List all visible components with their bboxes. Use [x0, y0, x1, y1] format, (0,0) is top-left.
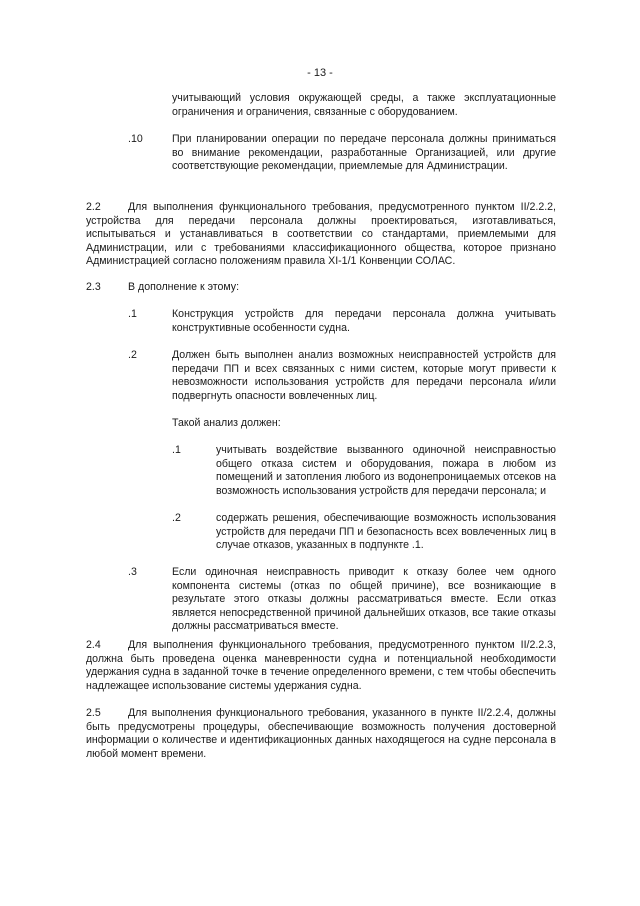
item-number-10: .10: [128, 133, 143, 145]
item-10-text: При планировании операции по передаче персонала должны приниматься во внимание рекомендации, разработанные Организацией, или другие соответствующие рекомендации, приемлемые для Администрации.: [172, 133, 556, 173]
item-number-2: .2: [128, 349, 137, 361]
continuation-text: учитывающий условия окружающей среды, а также эксплуатационные ограничения и ограничения, связанные с оборудованием.: [172, 92, 556, 118]
paragraph-2-3-text: В дополнение к этому:: [128, 281, 240, 293]
item-2-intro: Такой анализ должен:: [172, 417, 281, 429]
subitem-number-2-2: .2: [172, 512, 181, 524]
subitem-2-1-text: учитывать воздействие вызванного одиночной неисправностью общего отказа систем и оборудования, пожара в любом из помещений и затопления любого из водонепроницаемых отсеков на возможность использования устройств для передачи персонала; и: [216, 444, 556, 497]
paragraph-2-3-number: 2.3: [86, 281, 101, 293]
paragraph-2-4-number: 2.4: [86, 639, 101, 651]
subitem-number-2-1: .1: [172, 444, 181, 456]
paragraph-2-5-text: Для выполнения функционального требования, указанного в пункте II/2.2.4, должны быть предусмотрены процедуры, обеспечивающие возможность получения достоверной информации о количестве и идентификационных данных находящегося на судне персонала в любой момент времени.: [86, 707, 556, 760]
item-1-text: Конструкция устройств для передачи персонала должна учитывать конструктивные особенности судна.: [172, 308, 556, 334]
paragraph-2-4-text: Для выполнения функционального требования, предусмотренного пунктом II/2.2.3, должна быть проведена оценка маневренности судна и потенциальной необходимости удержания судна в заданной точке в течение определенного времени, с тем чтобы обеспечить надлежащее использование системы удержания судна.: [86, 639, 556, 692]
item-number-1: .1: [128, 308, 137, 320]
paragraph-2-2-text: Для выполнения функционального требования, предусмотренного пунктом II/2.2.2, устройства для передачи персонала должны проектироваться, изготавливаться, испытываться и устанавливаться в соответствии со стандартами, приемлемыми для Администрации, или с требованиями классификационного общества, которое признано Администрацией согласно положениям правила XI-1/1 Конвенции СОЛАС.: [86, 201, 556, 268]
item-number-3: .3: [128, 566, 137, 578]
paragraph-2-5-number: 2.5: [86, 707, 101, 719]
paragraph-2-5: [86, 707, 556, 761]
paragraph-2-2: [86, 201, 556, 269]
item-2-text: Должен быть выполнен анализ возможных неисправностей устройств для передачи ПП и всех связанных с ними систем, которые могут привести к невозможности использования устройств для передачи персонала и/или подвергнуть опасности вовлеченных лиц.: [172, 349, 556, 402]
page-number: - 13 -: [307, 67, 333, 79]
subitem-2-2-text: содержать решения, обеспечивающие возможность использования устройств для передачи ПП и безопасность всех вовлеченных лиц в случае отказов, указанных в подпункте .1.: [216, 512, 556, 552]
item-3-text: Если одиночная неисправность приводит к отказу более чем одного компонента системы (отказ по общей причине), все возникающие в результате этого отказы должны рассматриваться вместе. Если отказ является непосредственной причиной дальнейших отказов, все такие отказы должны рассматриваться вместе.: [172, 566, 556, 633]
paragraph-2-2-number: 2.2: [86, 201, 101, 213]
paragraph-2-4: [86, 639, 556, 693]
